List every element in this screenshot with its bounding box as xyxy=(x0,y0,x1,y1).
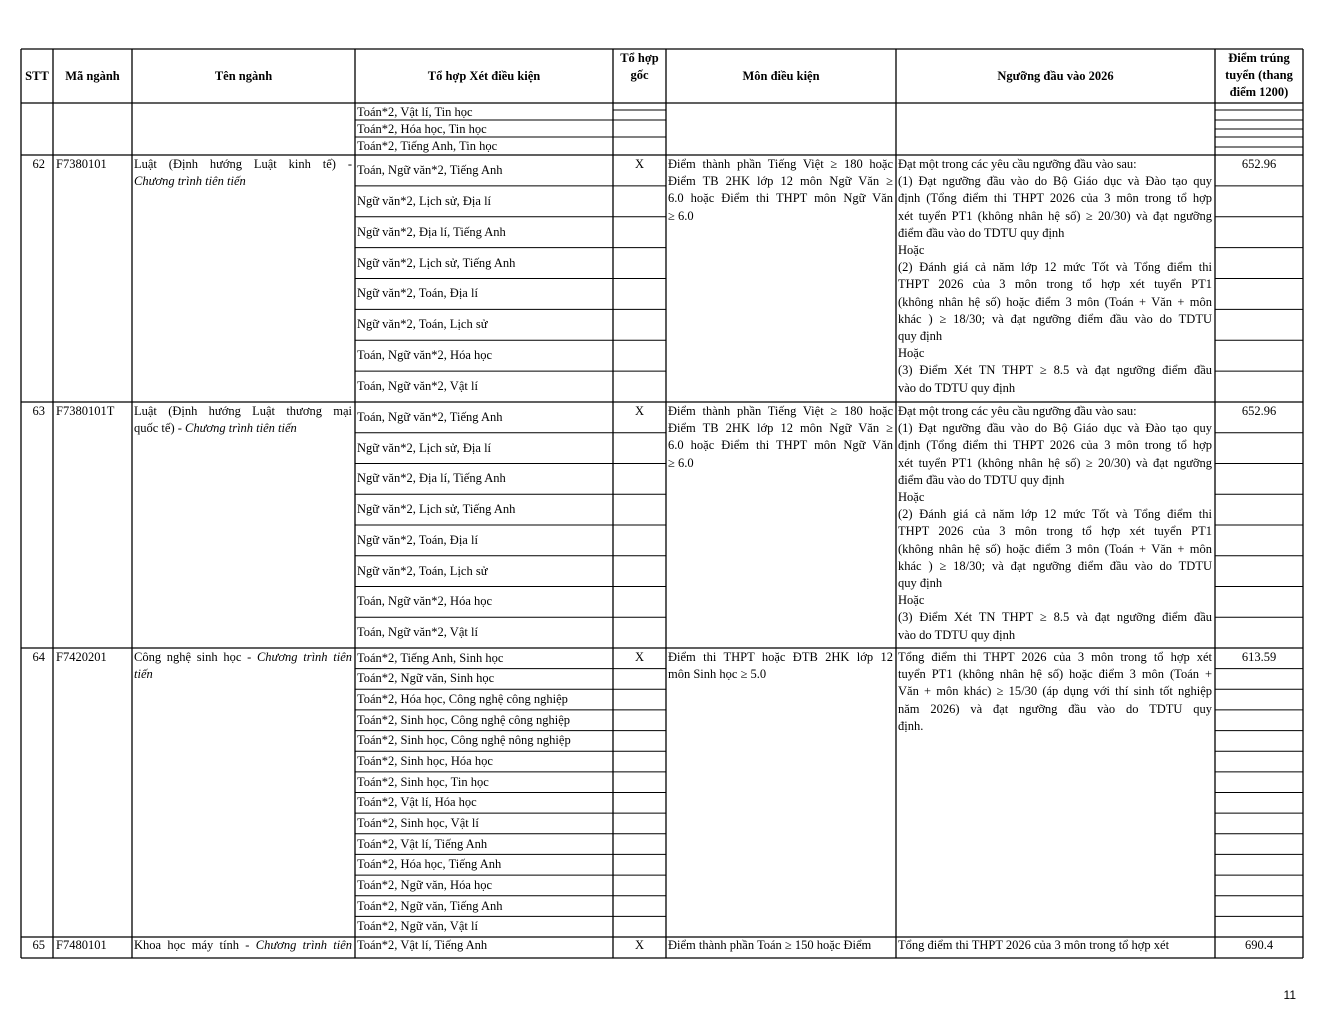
header-mon-dieu-kien: Môn điều kiện xyxy=(742,69,820,83)
nguong-line: (3) Điểm Xét TN THPT ≥ 8.5 và đạt ngưỡng điểm đầu xyxy=(898,610,1212,625)
combo-row: Ngữ văn*2, Địa lí, Tiếng Anh xyxy=(357,471,506,486)
nguong-line: Hoặc xyxy=(898,243,925,258)
mon-dieu-kien: Điểm thi THPT hoặc ĐTB 2HK lớp 12 môn Sinh học ≥ 5.0 xyxy=(668,650,893,682)
combo-row: Ngữ văn*2, Lịch sử, Địa lí xyxy=(357,193,492,208)
diem-trung-tuyen: 652.96 xyxy=(1241,404,1277,418)
program-code: F7420201 xyxy=(56,650,107,664)
nguong-line: Văn + môn khác) ≥ 15/30 (áp dụng với thí sinh tốt nghiệp xyxy=(898,684,1212,699)
nguong-dau-vao: Tổng điểm thi THPT 2026 của 3 môn trong tổ hợp xét xyxy=(898,938,1170,952)
nguong-line: điểm đầu vào do TDTU quy định xyxy=(898,472,1065,487)
goc-mark: X xyxy=(634,938,645,952)
combo-row: Toán, Ngữ văn*2, Tiếng Anh xyxy=(357,162,503,177)
diem-trung-tuyen: 613.59 xyxy=(1241,650,1277,664)
header-ten-nganh: Tên ngành xyxy=(214,69,273,83)
nguong-line: xét tuyển PT1 (không nhân hệ số) ≥ 20/30) và đạt ngưỡng xyxy=(898,455,1212,470)
mon-dieu-kien: Điểm thành phần Tiếng Việt ≥ 180 hoặc Điểm TB 2HK lớp 12 môn Ngữ Văn ≥ 6.0 hoặc Điểm thi THPT môn Ngữ Văn ≥ 6.0 xyxy=(668,157,893,223)
combo-row: Toán*2, Hóa học, Tiếng Anh xyxy=(357,857,502,872)
nguong-line: (không nhân hệ số) hoặc điểm 3 môn (Toán + Văn + môn xyxy=(898,541,1212,556)
diem-trung-tuyen: 690.4 xyxy=(1244,938,1274,952)
combo-row: Toán*2, Tiếng Anh, Sinh học xyxy=(357,650,504,665)
nguong-dau-vao xyxy=(898,403,1212,644)
nguong-dau-vao xyxy=(898,649,1212,735)
page-number: 11 xyxy=(1283,988,1296,1002)
header-to-hop: Tổ hợp Xét điều kiện xyxy=(427,69,541,83)
program-stt: 65 xyxy=(32,938,45,952)
nguong-line: định (Tổng điểm thi THPT 2026 của 3 môn trong tổ hợp xyxy=(898,438,1212,453)
nguong-line: định. xyxy=(898,718,924,733)
combo-row: Toán*2, Vật lí, Hóa học xyxy=(357,795,477,810)
combo-row: Ngữ văn*2, Toán, Lịch sử xyxy=(357,563,488,578)
diem-trung-tuyen: 652.96 xyxy=(1241,157,1277,171)
combo-row: Toán, Ngữ văn*2, Tiếng Anh xyxy=(357,409,503,424)
combo-row: Ngữ văn*2, Lịch sử, Địa lí xyxy=(357,440,492,455)
combo-row: Toán*2, Vật lí, Tiếng Anh xyxy=(357,836,488,851)
combo-row: Toán*2, Ngữ văn, Tiếng Anh xyxy=(357,898,503,913)
combo-row: Toán*2, Hóa học, Công nghệ công nghiệp xyxy=(357,692,568,707)
nguong-line: Tổng điểm thi THPT 2026 của 3 môn trong tổ hợp xét xyxy=(898,650,1212,664)
nguong-line: Đạt một trong các yêu cầu ngưỡng đầu vào sau: xyxy=(898,157,1137,171)
combo-row: Ngữ văn*2, Lịch sử, Tiếng Anh xyxy=(357,502,516,517)
program-name: Công nghệ sinh học - Chương trình tiên tiến xyxy=(134,650,352,682)
nguong-line: Hoặc xyxy=(898,490,925,505)
combo-row: Toán, Ngữ văn*2, Hóa học xyxy=(357,348,493,363)
combo-row: Toán*2, Sinh học, Công nghệ công nghiệp xyxy=(357,712,570,727)
program-code: F7380101T xyxy=(56,404,115,418)
combo-row: Ngữ văn*2, Toán, Địa lí xyxy=(357,286,478,301)
mon-dieu-kien: Điểm thành phần Tiếng Việt ≥ 180 hoặc Điểm TB 2HK lớp 12 môn Ngữ Văn ≥ 6.0 hoặc Điểm thi THPT môn Ngữ Văn ≥ 6.0 xyxy=(668,404,893,470)
nguong-line: Hoặc xyxy=(898,346,925,361)
header-to-hop-goc: Tổ hợp gốc xyxy=(620,51,659,82)
program-stt: 62 xyxy=(32,157,45,171)
program-stt: 63 xyxy=(32,404,45,418)
combo-row: Toán*2, Sinh học, Vật lí xyxy=(357,815,479,830)
nguong-line: quy định xyxy=(898,576,943,591)
nguong-line: (2) Đánh giá cả năm lớp 12 mức Tốt và Tổng điểm thi xyxy=(898,507,1212,522)
nguong-line: năm 2026) và đạt ngưỡng đầu vào do TDTU quy xyxy=(898,701,1212,716)
carryover-row: Toán*2, Hóa học, Tin học xyxy=(357,122,487,136)
header-nguong: Ngưỡng đầu vào 2026 xyxy=(997,69,1114,83)
combo-row: Toán*2, Ngữ văn, Hóa học xyxy=(357,877,493,892)
combo-row: Toán, Ngữ văn*2, Hóa học xyxy=(357,594,493,609)
nguong-line: THPT 2026 của 3 môn trong tổ hợp xét tuyển PT1 xyxy=(898,524,1212,539)
program-stt: 64 xyxy=(32,650,45,664)
combo-row: Toán*2, Vật lí, Tiếng Anh xyxy=(357,938,488,952)
combo-row: Ngữ văn*2, Toán, Lịch sử xyxy=(357,317,488,332)
nguong-line: tuyển PT1 (không nhân hệ số) hoặc điểm 3 môn (Toán + xyxy=(898,667,1212,682)
carryover-row: Toán*2, Vật lí, Tin học xyxy=(357,105,473,119)
program-name: Khoa học máy tính - Chương trình tiên xyxy=(134,938,352,952)
combo-row: Toán*2, Sinh học, Hóa học xyxy=(357,754,493,769)
nguong-line: THPT 2026 của 3 môn trong tổ hợp xét tuyển PT1 xyxy=(898,277,1212,292)
nguong-dau-vao xyxy=(898,156,1212,397)
nguong-line: quy định xyxy=(898,329,943,344)
goc-mark: X xyxy=(634,157,645,171)
nguong-line: vào do TDTU quy định xyxy=(898,627,1016,642)
nguong-line: (1) Đạt ngưỡng đầu vào do Bộ Giáo dục và Đào tạo quy xyxy=(898,421,1212,436)
header-ma-nganh: Mã ngành xyxy=(65,69,120,83)
carryover-row: Toán*2, Tiếng Anh, Tin học xyxy=(357,139,498,153)
nguong-line: xét tuyển PT1 (không nhân hệ số) ≥ 20/30) và đạt ngưỡng xyxy=(898,208,1212,223)
program-name: Luật (Định hướng Luật thương mại quốc tế) - Chương trình tiên tiến xyxy=(134,404,352,436)
nguong-line: (3) Điểm Xét TN THPT ≥ 8.5 và đạt ngưỡng điểm đầu xyxy=(898,363,1212,378)
nguong-line: Hoặc xyxy=(898,593,925,608)
combo-row: Toán, Ngữ văn*2, Vật lí xyxy=(357,625,478,640)
nguong-line: Đạt một trong các yêu cầu ngưỡng đầu vào sau: xyxy=(898,404,1137,418)
combo-row: Ngữ văn*2, Toán, Địa lí xyxy=(357,532,478,547)
nguong-line: (1) Đạt ngưỡng đầu vào do Bộ Giáo dục và Đào tạo quy xyxy=(898,174,1212,189)
nguong-line: điểm đầu vào do TDTU quy định xyxy=(898,225,1065,240)
nguong-line: vào do TDTU quy định xyxy=(898,380,1016,395)
program-code: F7480101 xyxy=(56,938,107,952)
combo-row: Ngữ văn*2, Lịch sử, Tiếng Anh xyxy=(357,255,516,270)
program-code: F7380101 xyxy=(56,157,107,171)
goc-mark: X xyxy=(634,404,645,418)
nguong-line: (2) Đánh giá cả năm lớp 12 mức Tốt và Tổng điểm thi xyxy=(898,260,1212,275)
combo-row: Ngữ văn*2, Địa lí, Tiếng Anh xyxy=(357,224,506,239)
goc-mark: X xyxy=(634,650,645,664)
header-diem: Điểm trúng tuyển (thang điểm 1200) xyxy=(1225,51,1293,99)
combo-row: Toán, Ngữ văn*2, Vật lí xyxy=(357,379,478,394)
combo-row: Toán*2, Ngữ văn, Sinh học xyxy=(357,671,495,686)
program-name: Luật (Định hướng Luật kinh tế) - Chương trình tiên tiến xyxy=(134,157,352,189)
combo-row: Toán*2, Sinh học, Công nghệ nông nghiệp xyxy=(357,733,571,748)
nguong-line: khác ) ≥ 18/30; và đạt ngưỡng điểm đầu vào do TDTU xyxy=(898,311,1212,326)
nguong-line: định (Tổng điểm thi THPT 2026 của 3 môn trong tổ hợp xyxy=(898,191,1212,206)
combo-row: Toán*2, Ngữ văn, Vật lí xyxy=(357,919,478,934)
combo-row: Toán*2, Sinh học, Tin học xyxy=(357,774,489,789)
nguong-line: khác ) ≥ 18/30; và đạt ngưỡng điểm đầu vào do TDTU xyxy=(898,558,1212,573)
mon-dieu-kien: Điểm thành phần Toán ≥ 150 hoặc Điểm xyxy=(668,938,872,952)
nguong-line: (không nhân hệ số) hoặc điểm 3 môn (Toán + Văn + môn xyxy=(898,294,1212,309)
header-stt: STT xyxy=(25,69,49,83)
